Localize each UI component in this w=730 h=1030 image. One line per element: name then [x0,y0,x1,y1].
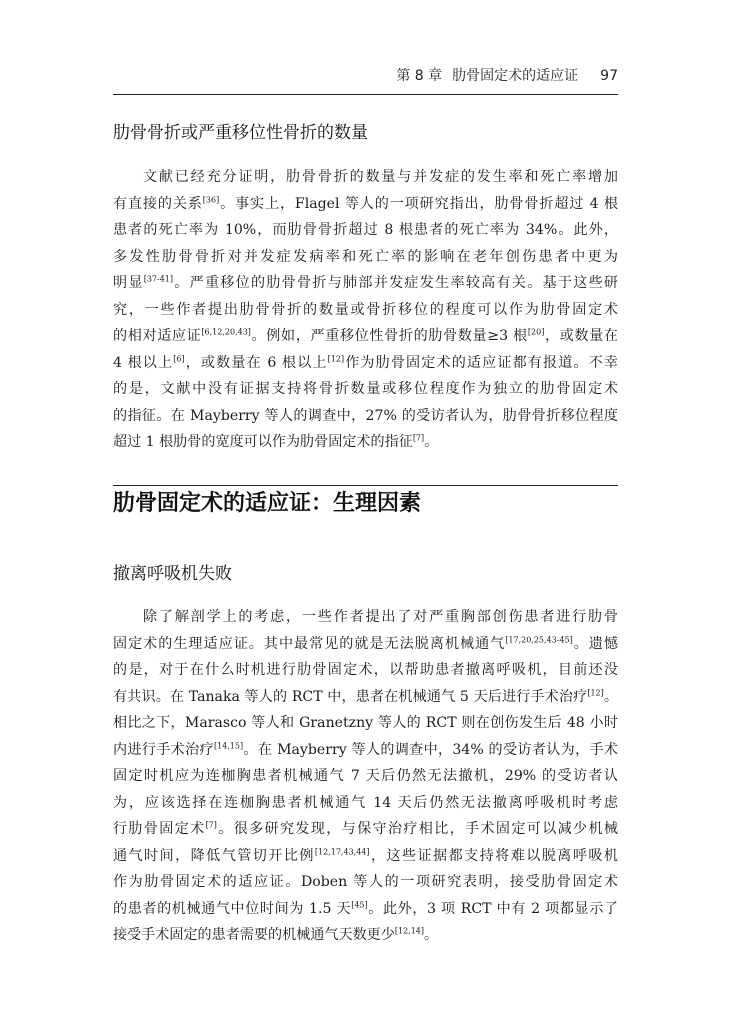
text-run: 。很多研究发现，与保守治疗相比，手术固定可以减少机械 [216,821,618,837]
text-run: 相比之下，Marasco 等人和 Granetzny 等人的 RCT 则在创伤发生后 48 小时 [113,715,618,731]
citation-ref: [12] [327,353,345,363]
text-line [113,350,618,377]
text-line [113,297,618,324]
text-run: 患者的死亡率为 10%，而肋骨骨折超过 8 根患者的死亡率为 34%。此外， [113,222,618,238]
text-line [113,763,618,790]
text-line [113,323,618,350]
text-run: 有直接的关系 [113,195,203,212]
text-run: 。严重移位的肋骨骨折与肺部并发症发生率较高有关。基于这些研 [173,275,618,291]
text-line [113,710,618,737]
paragraph-rib-fracture-count [113,164,618,456]
text-line [113,790,618,817]
header-rule [113,94,618,95]
text-run: 。遗憾 [572,635,618,652]
text-line [113,429,618,456]
text-run: 。 [424,434,439,450]
text-run: ，或数量在 [544,328,618,344]
text-line [113,403,618,430]
subsection-heading-ventilator-weaning: 撤离呼吸机失败 [113,564,232,584]
text-run: 行肋骨固定术 [113,821,206,837]
chapter-label: 第 8 章 [396,68,443,84]
page-number: 97 [600,68,618,84]
text-run: 。 [603,688,618,705]
text-line [113,737,618,764]
citation-ref: [12] [587,687,604,697]
text-run: ，这些证据都支持将难以脱离呼吸机 [369,847,618,864]
text-run: 明显 [113,275,144,291]
citation-ref: [6] [173,353,185,363]
text-line [113,896,618,923]
text-run: 的指征。在 Mayberry 等人的调查中，27% 的受访者认为，肋骨骨折移位程度 [113,407,618,424]
section-heading-physiologic-factors: 肋骨固定术的适应证：生理因素 [113,491,422,516]
text-run: 多发性肋骨骨折对并发症发病率和死亡率的影响在老年创伤患者中更为 [113,248,618,265]
text-run: 有共识。在 Tanaka 等人的 RCT 中，患者在机械通气 5 天后进行手术治疗 [113,688,588,705]
text-run: 的是，文献中没有证据支持将骨折数量或移位程度作为独立的肋骨固定术 [113,381,618,397]
text-run: 的相对适应证 [113,328,202,344]
text-line [113,604,618,631]
text-line [113,657,618,684]
text-run: 超过 1 根肋骨的宽度可以作为肋骨固定术的指征 [113,434,413,450]
text-run: 4 根以上 [113,354,174,371]
citation-ref: [14,15] [213,740,244,750]
citation-ref: [6,12,20,43] [201,327,251,337]
text-run: 的是，对于在什么时机进行肋骨固定术，以帮助患者撤离呼吸机，目前还没 [113,662,618,678]
text-run: ，或数量在 6 根以上 [184,354,328,371]
paragraph-ventilator-weaning [113,604,618,949]
text-line [113,244,618,271]
text-run: 接受手术固定的患者需要的机械通气天数更少 [113,927,395,943]
text-run: 。事实上，Flagel 等人的一项研究指出，肋骨骨折超过 4 根 [219,195,618,212]
text-line [113,164,618,191]
text-run: 除了解剖学上的考虑，一些作者提出了对严重胸部创伤患者进行肋骨 [143,609,618,625]
text-line [113,217,618,244]
text-line [113,631,618,658]
text-run: 通气时间，降低气管切开比例 [113,847,315,864]
citation-ref: [12,14] [394,926,425,936]
section-rule [113,485,618,486]
text-line [113,270,618,297]
text-run: 的患者的机械通气中位时间为 1.5 天 [113,900,352,917]
text-run: 。例如，严重移位性骨折的肋骨数量≥3 根 [250,328,528,344]
text-run: 固定术的生理适应证。其中最常见的就是无法脱离机械通气 [113,635,506,652]
citation-ref: [7] [205,820,217,830]
text-run: 作为肋骨固定术的适应证都有报道。不幸 [344,354,618,371]
text-run: 究，一些作者提出肋骨骨折的数量或骨折移位的程度可以作为肋骨固定术 [113,301,618,318]
text-run: 作为肋骨固定术的适应证。Doben 等人的一项研究表明，接受肋骨固定术 [113,874,618,890]
text-line [113,922,618,949]
text-line [113,684,618,711]
text-line [113,191,618,218]
text-run: 。此外，3 项 RCT 中有 2 项都显示了 [367,900,618,917]
chapter-title: 肋骨固定术的适应证 [452,68,579,84]
citation-ref: [7] [412,433,425,443]
text-run: 为，应该选择在连枷胸患者机械通气 14 天后仍然无法撤离呼吸机时考虑 [113,794,618,811]
text-line [113,869,618,896]
citation-ref: [12,17,43,44] [314,846,370,856]
text-line [113,816,618,843]
text-line [113,376,618,403]
text-line [113,843,618,870]
citation-ref: [17,20,25,43-45] [505,634,573,644]
citation-ref: [20] [527,327,545,337]
text-run: 。 [424,927,439,943]
section-heading-rib-fracture-count: 肋骨骨折或严重移位性骨折的数量 [113,123,368,143]
text-run: 文献已经充分证明，肋骨骨折的数量与并发症的发生率和死亡率增加 [143,169,618,185]
citation-ref: [45] [351,899,368,909]
citation-ref: [36] [202,194,220,204]
citation-ref: [37-41] [143,274,174,284]
running-header [113,66,618,94]
text-run: 固定时机应为连枷胸患者机械通气 7 天后仍然无法撤机，29% 的受访者认 [113,768,618,784]
text-run: 内进行手术治疗 [113,741,214,758]
text-run: 。在 Mayberry 等人的调查中，34% 的受访者认为，手术 [243,741,618,758]
